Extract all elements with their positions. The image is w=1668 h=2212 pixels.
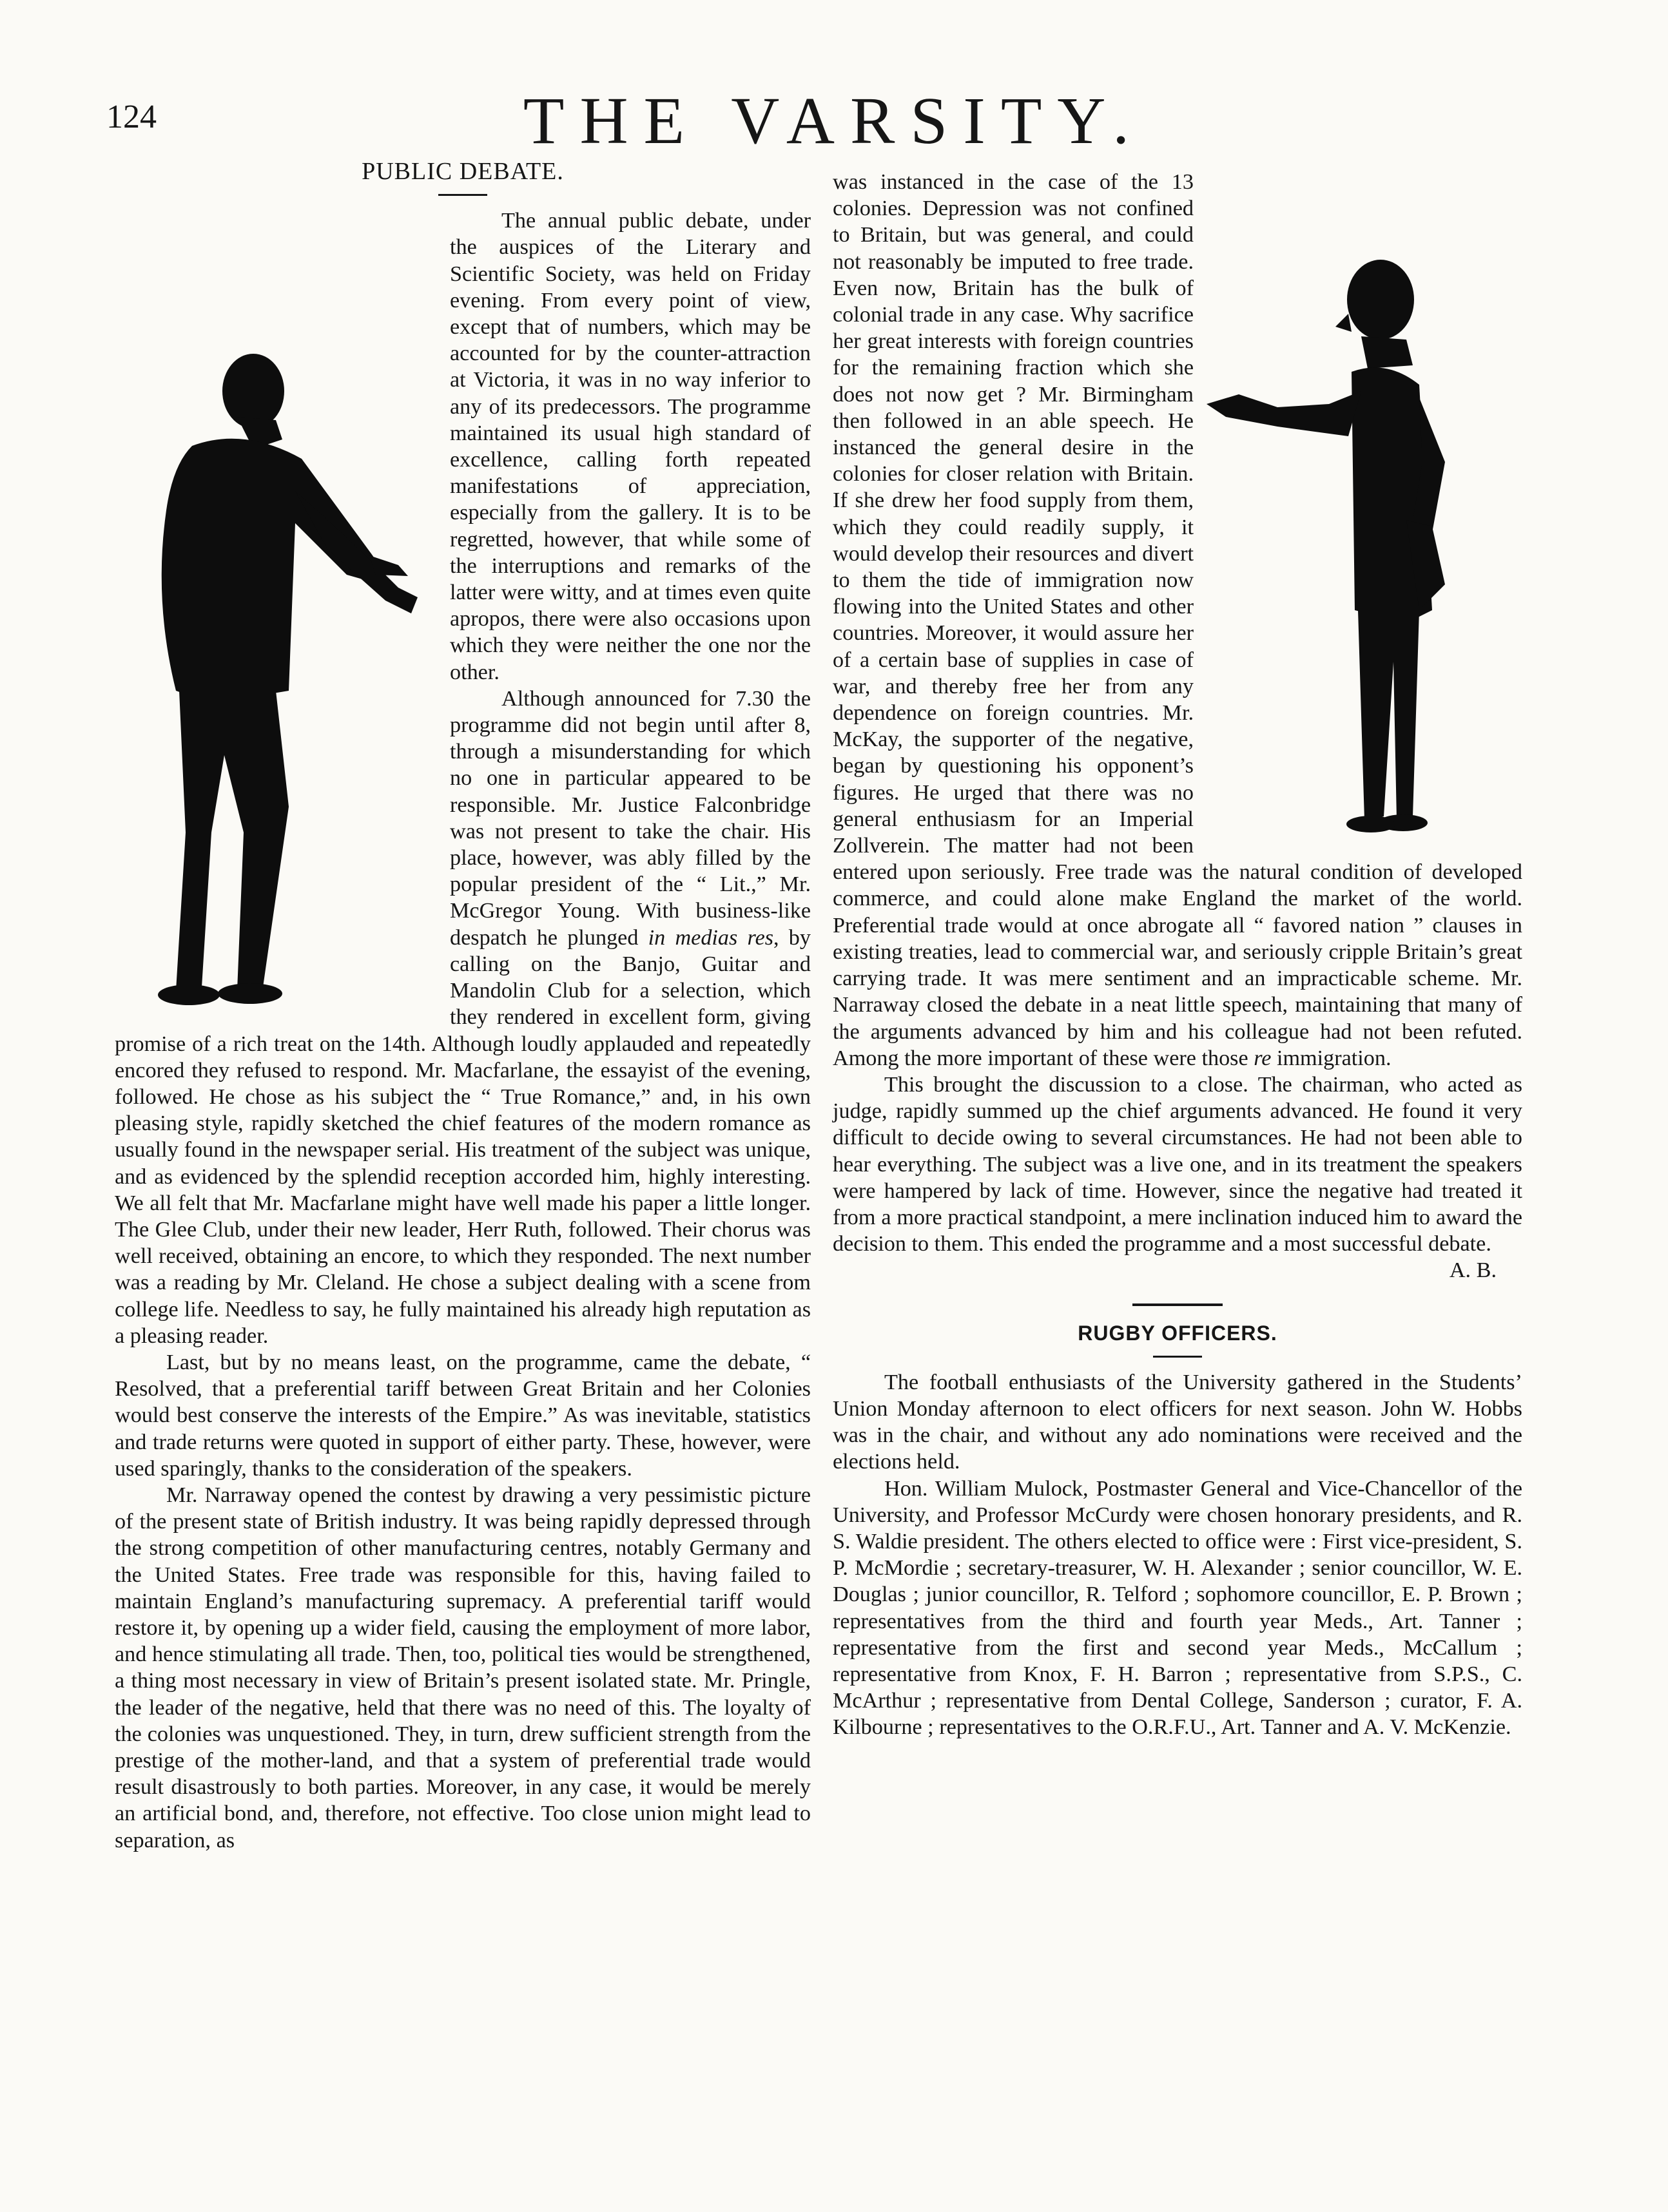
heading-rule [438,194,487,196]
public-debate-paragraph-5: was instanced in the case of the 13 colonies. Depression was not confined to Britain, but was general, and could not reasonably be imputed to free trade. Even now, Britain has the bulk of colonial trade in any case. Why sacrifice her great interests with foreign countries for the remaining fraction which she does not now get ? Mr. Birmingham then followed in an able speech. He instanced the general desire in the colonies for closer relation with Britain. If she drew her food supply from them, which they could readily supply, it would develop their resources and divert to them the tide of immigration now flowing into the United States and other countries. Moreover, it would assure her of a certain base of supplies in case of war, and thereby free her from any dependence on foreign countries. Mr. McKay, the supporter of the negative, began by questioning his opponent’s figures. He urged that there was no general enthusiasm for an Imperial Zollverein. The matter had not been entered upon seriously. Free trade was the natural condition of developed commerce, and could alone make England the market of the world. Preferential trade would at once abrogate all “ favored nation ” clauses in existing treaties, lead to commercial war, and seriously cripple Britain’s great carrying trade. It was mere sentiment and an impracticable scheme. Mr. Narraway closed the debate in a neat little speech, maintaining that many of the arguments advanced by him and his colleague had not been refuted. Among the more important of these were those re immigration. [833,170,1522,1070]
public-debate-paragraph-4: Mr. Narraway opened the contest by drawing a very pessimistic picture of the present state of British industry. It was being rapidly depressed through the strong competition of other manufacturing centres, notably Germany and the United States. Free trade was responsible for this, having failed to maintain England’s manufacturing supremacy. A preferential tariff would restore it, by opening up a wider field, causing the employment of more labor, and hence stimulating all trade. Then, too, political ties would be strengthened, a thing most necessary in view of Britain’s present isolated state. Mr. Pringle, the leader of the negative, held that there was no need of this. The loyalty of the colonies was unquestioned. They, in turn, drew sufficient strength from the prestige of the mother-land, and that a system of preferential trade would result disastrously to both parties. Moreover, in any case, it would be merely an artificial bond, and, therefore, not effective. Too close union might lead to separation, as [115,1483,811,1852]
section-divider [1132,1303,1223,1306]
public-debate-paragraph-1: The annual public debate, under the auspices of the Literary and Scientific Society, was held on Friday evening. From every point of view, except that of numbers, which may be accounted for by the counter-attraction at Victoria, it was in no way inferior to any of its predecessors. The programme maintained its usual high standard of excellence, calling forth repeated manifestations of appreciation, especially from the gallery. It is to be regretted, however, that while some of the interruptions and remarks of the latter were witty, and at times even quite apropos, there were also occasions upon which they were neither the one nor the other. [450,209,811,684]
rugby-officers-heading: RUGBY OFFICERS. [1078,1321,1277,1345]
masthead: THE VARSITY. [523,84,1145,158]
left-column [115,159,811,1854]
silhouette-bowing-figure [115,343,437,1019]
public-debate-paragraph-3: Last, but by no means least, on the programme, came the debate, “ Resolved, that a preferential tariff between Great Britain and her Colonies would best conserve the interests of the Empire.” As was inevitable, statistics and trade returns were quoted in support of either party. These, however, were used sparingly, thanks to the consideration of the speakers. [115,1350,811,1481]
silhouette-gesturing-figure [1200,249,1522,842]
signature: A. B. [1449,1258,1497,1283]
heading-rule [1153,1356,1202,1358]
public-debate-paragraph-6: This brought the discussion to a close. The chairman, who acted as judge, rapidly summed up the chief arguments advanced. He found it very difficult to decide owing to several circumstances. He had not been able to hear everything. The subject was a live one, and in its treatment the speakers were hampered by lack of time. However, since the negative had treated it from a more practical standpoint, a mere inclination induced him to award the decision to them. This ended the programme and a most successful debate. A. B. [833,1072,1522,1257]
page-number: 124 [106,99,157,135]
public-debate-heading: PUBLIC DEBATE. [362,158,564,185]
right-column [833,169,1522,1741]
rugby-officers-paragraph-1: The football enthusiasts of the University gathered in the Students’ Union Monday afternoon to elect officers for next season. John W. Hobbs was in the chair, and without any ado nominations were received and the elections held. [833,1370,1522,1474]
rugby-officers-paragraph-2: Hon. William Mulock, Postmaster General and Vice-Chancellor of the University, and Professor McCurdy were chosen honorary presidents, and R. S. Waldie president. The others elected to office were : First vice-president, S. P. McMordie ; secretary-treasurer, W. H. Alexander ; senior councillor, W. E. Douglas ; junior councillor, R. Telford ; sophomore councillor, E. P. Brown ; representatives from the third and fourth year Meds., Art. Tanner ; representative from the first and second year Meds., McCallum ; representative from Knox, F. H. Barron ; representative from S.P.S., C. McArthur ; representative from Dental College, Sanderson ; curator, F. A. Kilbourne ; representatives to the O.R.F.U., Art. Tanner and A. V. McKenzie. [833,1476,1522,1740]
public-debate-paragraph-2: Although announced for 7.30 the programme did not begin until after 8, through a misunderstanding for which no one in particular appeared to be responsible. Mr. Justice Falconbridge was not present to take the chair. His place, however, was ably filled by the popular president of the “ Lit.,” Mr. McGregor Young. With business-like despatch he plunged in medias res, by calling on the Banjo, Guitar and Mandolin Club for a selection, which they rendered in excellent form, giving promise of a rich treat on the 14th. Although loudly applauded and repeatedly encored they refused to respond. Mr. Macfarlane, the essayist of the evening, followed. He chose as his subject the “ True Romance,” and, in his own pleasing style, rapidly sketched the chief features of the modern romance as usually found in the newspaper serial. His treatment of the subject was unique, and as evidenced by the splendid reception accorded him, highly interesting. We all felt that Mr. Macfarlane might have well made his paper a little longer. The Glee Club, under their new leader, Herr Ruth, followed. Their chorus was well received, obtaining an encore, to which they responded. The next number was a reading by Mr. Cleland. He chose a subject dealing with a scene from college life. Needless to say, he fully maintained his already high reputation as a pleasing reader. [115,686,811,1348]
